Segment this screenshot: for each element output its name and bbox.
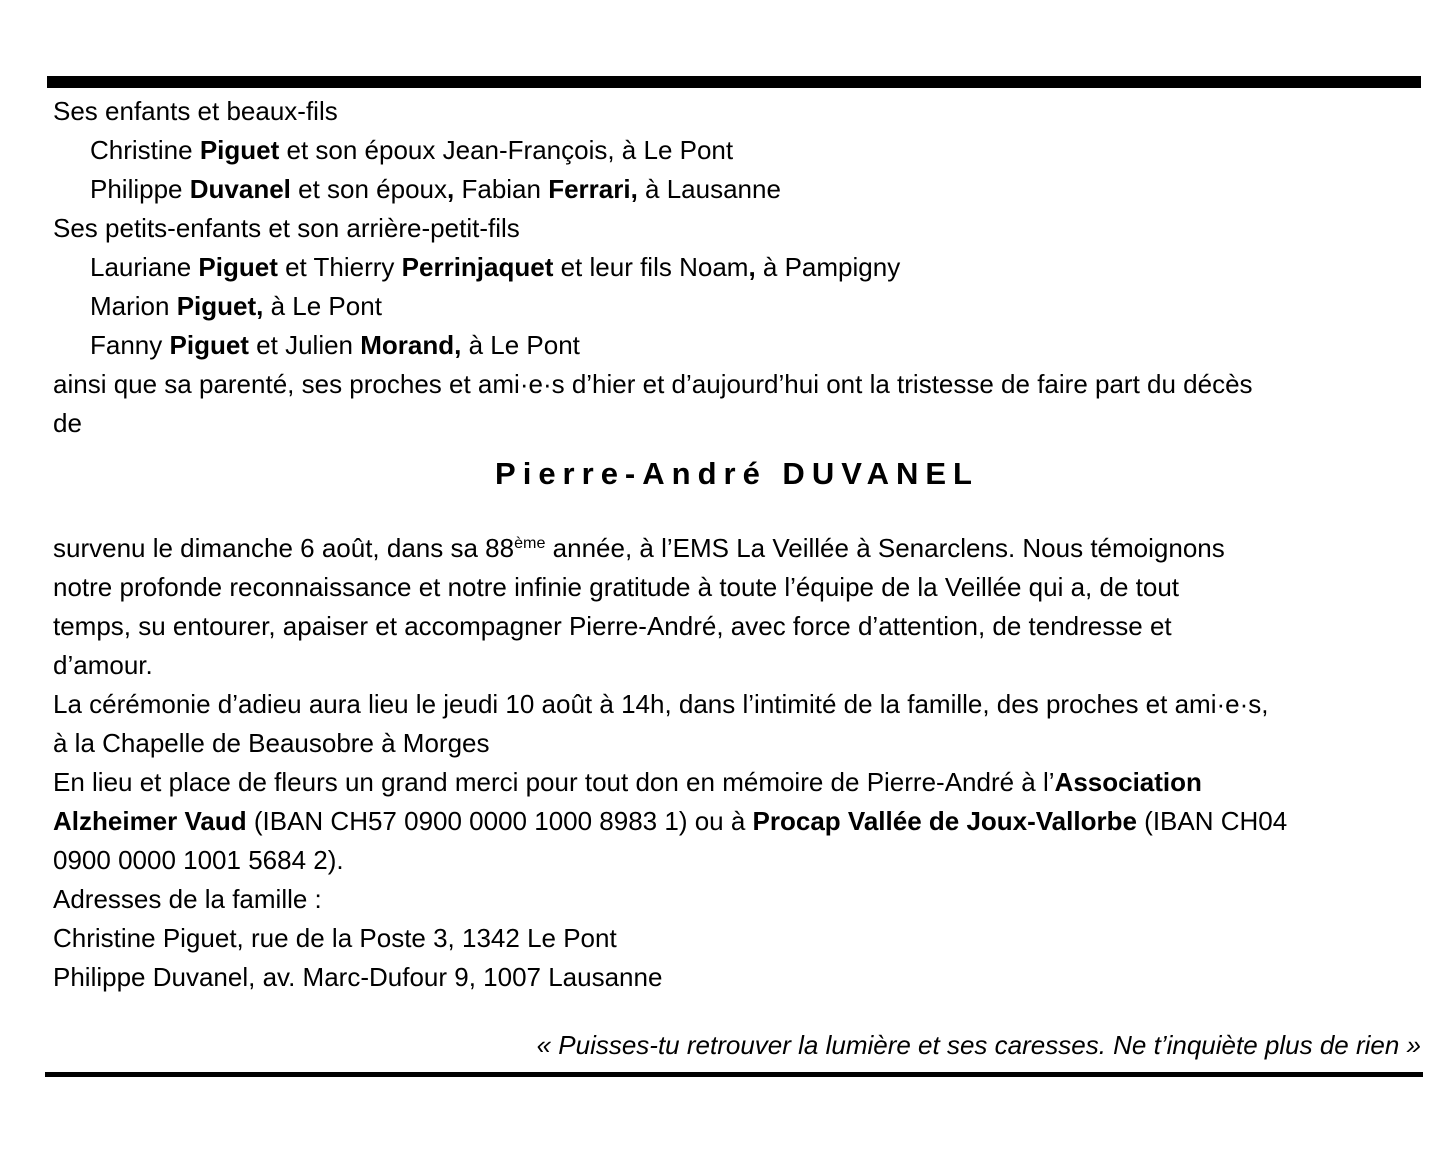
text-line bbox=[53, 92, 1421, 131]
text-segment: et Thierry bbox=[277, 252, 402, 282]
text-segment: (IBAN CH57 0900 0000 1000 8983 1) ou à bbox=[246, 806, 753, 836]
bold-text-segment: Procap Vallée de Joux-Vallorbe bbox=[752, 806, 1137, 836]
text-segment: à Pampigny bbox=[755, 252, 901, 282]
superscript-segment: ème bbox=[514, 534, 546, 553]
text-line bbox=[53, 404, 1421, 443]
text-segment: à Le Pont bbox=[263, 291, 382, 321]
text-segment: Ses petits-enfants et son arrière-petit-fils bbox=[53, 213, 520, 243]
text-line bbox=[53, 607, 1421, 646]
text-segment: (IBAN CH04 bbox=[1136, 806, 1288, 836]
text-line bbox=[53, 880, 1421, 919]
text-segment: survenu le dimanche 6 août, dans sa 88 bbox=[53, 533, 515, 563]
text-segment: de bbox=[53, 408, 82, 438]
text-line bbox=[53, 919, 1421, 958]
text-line bbox=[53, 326, 1421, 365]
bold-text-segment: Duvanel bbox=[189, 174, 291, 204]
text-segment: ainsi que sa parenté, ses proches et ami·e·s d’hier et d’aujourd’hui ont la tristesse de faire part du décès bbox=[53, 369, 1253, 399]
text-segment: Marion bbox=[90, 291, 177, 321]
text-segment: et leur fils Noam bbox=[553, 252, 749, 282]
top-rule-divider bbox=[47, 76, 1421, 88]
text-segment: Fabian bbox=[454, 174, 549, 204]
text-line bbox=[53, 958, 1421, 997]
body-section bbox=[53, 529, 1421, 997]
text-line bbox=[53, 248, 1421, 287]
text-segment: Adresses de la famille : bbox=[53, 884, 322, 914]
bottom-rule-divider bbox=[45, 1072, 1423, 1077]
text-line bbox=[53, 646, 1421, 685]
text-segment: à Lausanne bbox=[637, 174, 781, 204]
text-line bbox=[53, 724, 1421, 763]
text-line bbox=[53, 568, 1421, 607]
text-segment: et Julien bbox=[248, 330, 361, 360]
text-segment: année, à l’EMS La Veillée à Senarclens. Nous témoignons bbox=[545, 533, 1225, 563]
text-segment: Lauriane bbox=[90, 252, 199, 282]
text-segment: et son époux Jean-François, à Le Pont bbox=[279, 135, 734, 165]
closing-quote: « Puisses-tu retrouver la lumière et ses caresses. Ne t’inquiète plus de rien » bbox=[536, 1030, 1421, 1060]
text-segment: à Le Pont bbox=[461, 330, 580, 360]
bold-text-segment: Ferrari, bbox=[548, 174, 638, 204]
text-segment: à la Chapelle de Beausobre à Morges bbox=[53, 728, 490, 758]
bold-text-segment: Morand, bbox=[360, 330, 462, 360]
deceased-name-title: Pierre-André DUVANEL bbox=[495, 456, 979, 491]
obituary-content bbox=[53, 92, 1421, 1077]
text-line bbox=[53, 529, 1421, 568]
text-segment: Fanny bbox=[90, 330, 170, 360]
text-segment: Philippe Duvanel, av. Marc-Dufour 9, 1007 Lausanne bbox=[53, 962, 663, 992]
text-line bbox=[53, 763, 1421, 802]
text-segment: notre profonde reconnaissance et notre infinie gratitude à toute l’équipe de la Veillée qui a, de tout bbox=[53, 572, 1180, 602]
bold-text-segment: Alzheimer Vaud bbox=[53, 806, 247, 836]
text-line bbox=[53, 802, 1421, 841]
text-line bbox=[53, 841, 1421, 880]
text-segment: 0900 0000 1001 5684 2). bbox=[53, 845, 344, 875]
bold-text-segment: Piguet bbox=[169, 330, 249, 360]
text-line bbox=[53, 287, 1421, 326]
bold-text-segment: Perrinjaquet bbox=[401, 252, 554, 282]
text-line bbox=[53, 170, 1421, 209]
bold-text-segment: Piguet bbox=[199, 135, 280, 165]
text-segment: Philippe bbox=[90, 174, 190, 204]
bold-text-segment: Piguet, bbox=[176, 291, 264, 321]
bold-text-segment: Association bbox=[1054, 767, 1202, 797]
text-line bbox=[53, 365, 1421, 404]
text-segment: Christine Piguet, rue de la Poste 3, 1342 Le Pont bbox=[53, 923, 617, 953]
text-segment: En lieu et place de fleurs un grand merci pour tout don en mémoire de Pierre-André à l’ bbox=[53, 767, 1055, 797]
bold-text-segment: , bbox=[447, 174, 455, 204]
text-line bbox=[53, 131, 1421, 170]
bold-text-segment: , bbox=[748, 252, 756, 282]
text-segment: Ses enfants et beaux-fils bbox=[53, 96, 338, 126]
text-segment: d’amour. bbox=[53, 650, 153, 680]
family-section bbox=[53, 92, 1421, 443]
text-segment: et son époux bbox=[290, 174, 448, 204]
text-line bbox=[53, 209, 1421, 248]
text-segment: La cérémonie d’adieu aura lieu le jeudi 10 août à 14h, dans l’intimité de la famille, des proches et ami·e·s, bbox=[53, 689, 1269, 719]
text-line bbox=[53, 685, 1421, 724]
text-segment: temps, su entourer, apaiser et accompagner Pierre-André, avec force d’attention, de tendresse et bbox=[53, 611, 1172, 641]
bold-text-segment: Piguet bbox=[198, 252, 278, 282]
text-segment: Christine bbox=[90, 135, 200, 165]
